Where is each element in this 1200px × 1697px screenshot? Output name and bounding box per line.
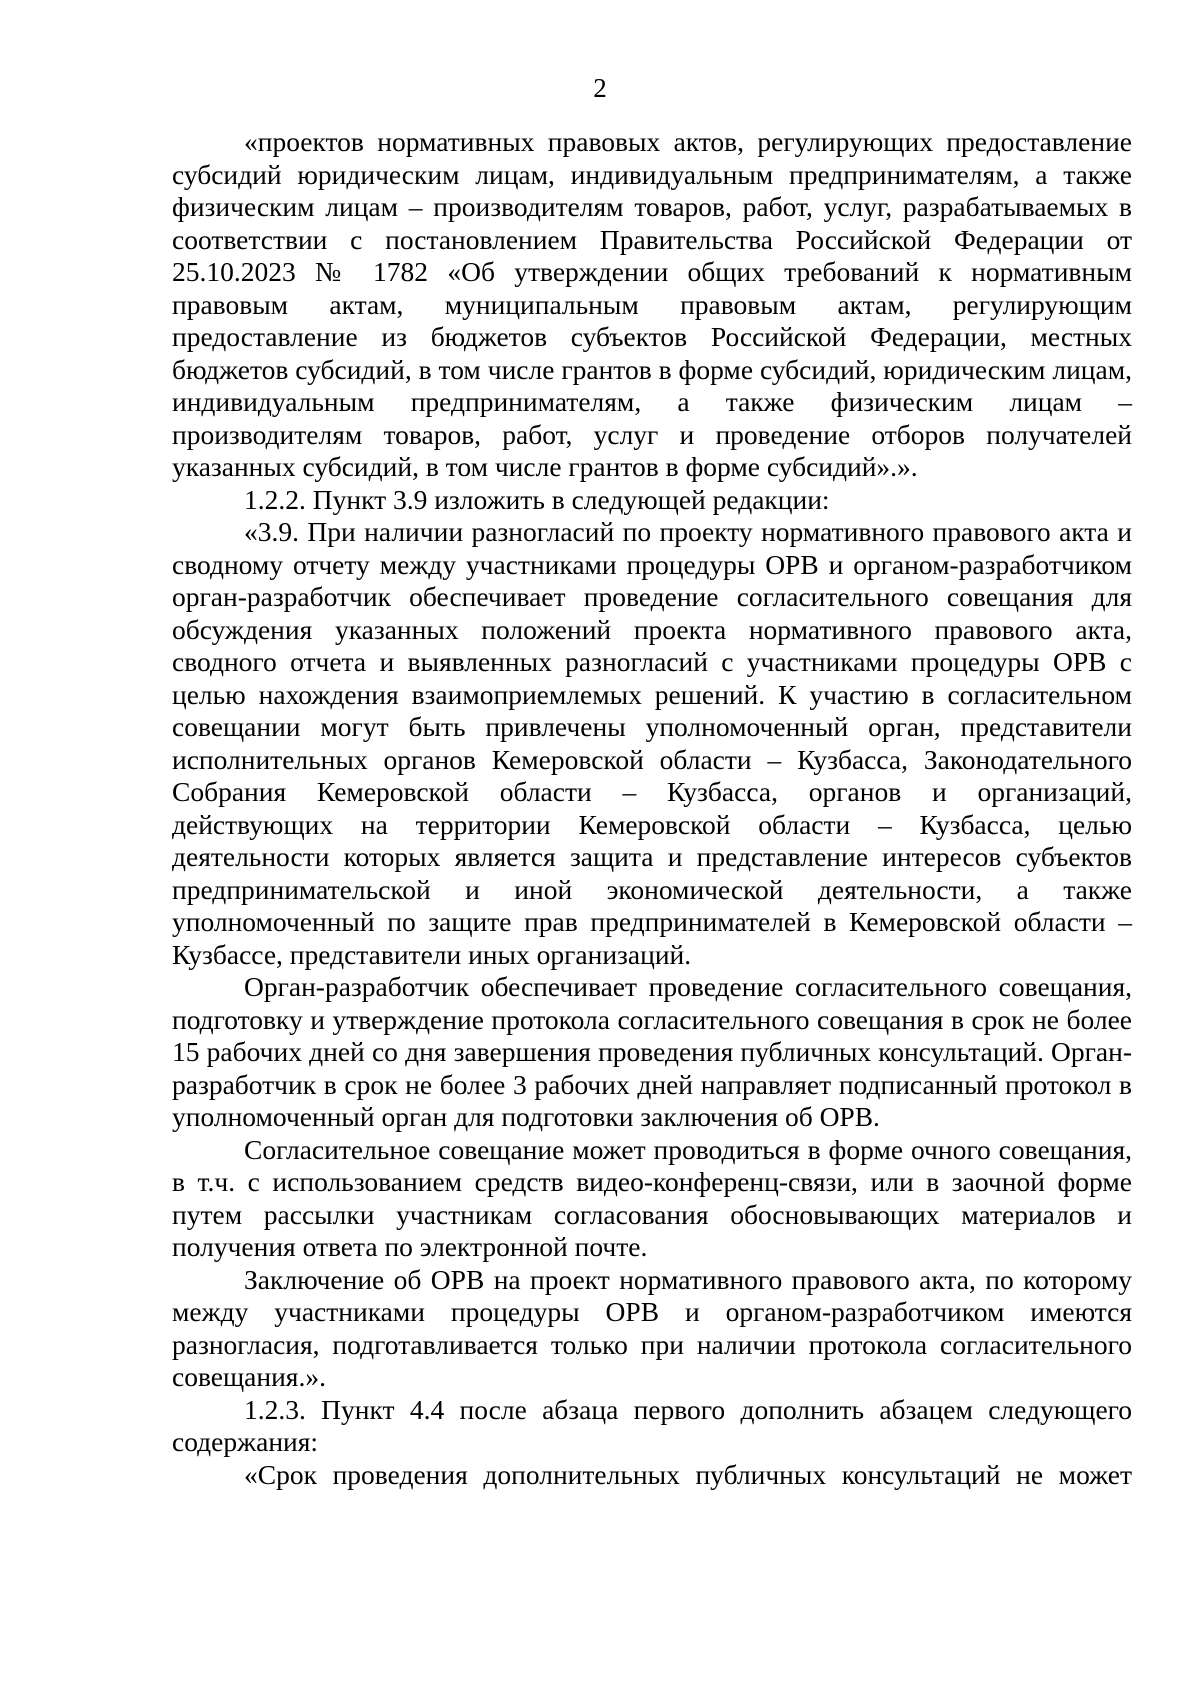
paragraph-additional-consultations: «Срок проведения дополнительных публичных консультаций не может	[244, 1458, 1132, 1490]
paragraph-1-2-2: 1.2.2. Пункт 3.9 изложить в следующей редакции:	[244, 483, 830, 515]
paragraph-1-2-3: 1.2.3. Пункт 4.4 после абзаца первого дополнить абзацем следующего содержания:	[172, 1393, 1132, 1457]
paragraph-orv-conclusion: Заключение об ОРВ на проект нормативного правового акта, по которому между участниками процедуры ОРВ и органом-разработчиком имеются разногласия, подготавливается только при наличии протокола согласительного совещания.».	[172, 1263, 1132, 1392]
paragraph-quoted-act-title: «проектов нормативных правовых актов, регулирующих предоставление субсидий юридическим лицам, индивидуальным предпринимателям, а также физическим лицам – производителям товаров, работ, услуг, разрабатываемых в соответствии с постановлением Правительства Российской Федерации от 25.10.2023 № 1782 «Об утверждении общих требований к нормативным правовым актам, муниципальным правовым актам, регулирующим предоставление из бюджетов субъектов Российской Федерации, местных бюджетов субсидий, в том числе грантов в форме субсидий, юридическим лицам, индивидуальным предпринимателям, а также физическим лицам – производителям товаров, работ, услуг и проведение отборов получателей указанных субсидий, в том числе грантов в форме субсидий».».	[172, 126, 1132, 482]
paragraph-conciliation-meeting: Согласительное совещание может проводиться в форме очного совещания, в т.ч. с использованием средств видео-конференц-связи, или в заочной форме путем рассылки участникам согласования обосновывающих материалов и получения ответа по электронной почте.	[172, 1133, 1132, 1262]
paragraph-organ-developer: Орган-разработчик обеспечивает проведение согласительного совещания, подготовку и утверждение протокола согласительного совещания в срок не более 15 рабочих дней со дня завершения проведения публичных консультаций. Орган-разработчик в срок не более 3 рабочих дней направляет подписанный протокол в уполномоченный орган для подготовки заключения об ОРВ.	[172, 971, 1132, 1132]
page-number: 2	[593, 73, 607, 103]
paragraph-3-9: «3.9. При наличии разногласий по проекту нормативного правового акта и сводному отчету между участниками процедуры ОРВ и органом-разработчиком орган-разработчик обеспечивает проведение согласительного совещания для обсуждения указанных положений проекта нормативного правового акта, сводного отчета и выявленных разногласий с участниками процедуры ОРВ с целью нахождения взаимоприемлемых решений. К участию в согласительном совещании могут быть привлечены уполномоченный орган, представители исполнительных органов Кемеровской области – Кузбасса, Законодательного Собрания Кемеровской области – Кузбасса, органов и организаций, действующих на территории Кемеровской области – Кузбасса, целью деятельности которых является защита и представление интересов субъектов предпринимательской и иной экономической деятельности, а также уполномоченный по защите прав предпринимателей в Кемеровской области – Кузбассе, представители иных организаций.	[172, 516, 1132, 970]
document-body	[172, 126, 1132, 1491]
